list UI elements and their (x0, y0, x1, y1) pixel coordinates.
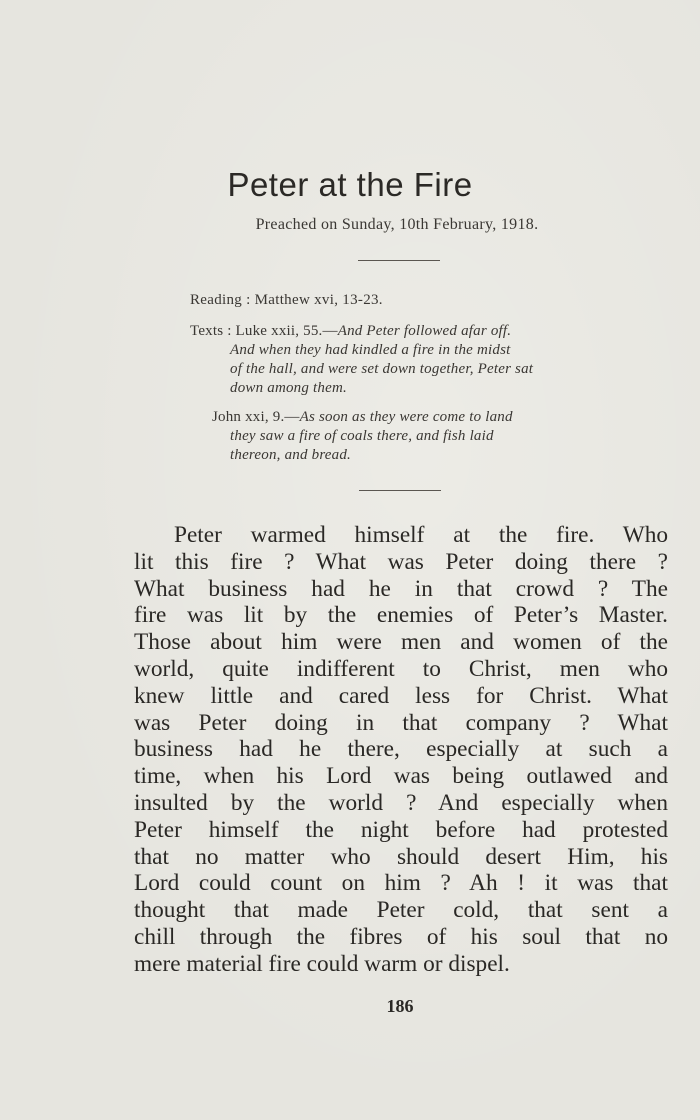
body-line: insulted by the world ? And especially when (134, 789, 668, 816)
scripture-text-john (212, 408, 610, 465)
text1-line: of the hall, and were set down together, Peter sat (230, 361, 534, 377)
page-number: 186 (386, 996, 414, 1016)
body-line: Peter warmed himself at the fire. Who (174, 522, 668, 548)
text2-quote-first: As soon as they were come to land (299, 409, 513, 425)
text2-line: thereon, and bread. (230, 447, 352, 463)
body-line: world, quite indifferent to Christ, men who (134, 655, 668, 682)
body-line: thought that made Peter cold, that sent a (134, 897, 668, 924)
body-line: fire was lit by the enemies of Peter’s Master. (134, 602, 668, 629)
scripture-text-luke (190, 322, 610, 398)
sermon-title: Peter at the Fire (227, 166, 473, 203)
body-line: mere material fire could warm or dispel. (134, 950, 510, 977)
text1-line: And when they had kindled a fire in the midst (230, 342, 511, 358)
body-line: lit this fire ? What was Peter doing there ? (134, 548, 668, 575)
sermon-body (134, 522, 668, 978)
text2-lead: John xxi, 9.— (212, 409, 300, 425)
body-line: knew little and cared less for Christ. What (134, 682, 668, 709)
preached-date: Preached on Sunday, 10th February, 1918. (255, 216, 539, 233)
divider-top (358, 260, 440, 261)
scripture-reading: Reading : Matthew xvi, 13-23. (190, 292, 383, 308)
body-line: time, when his Lord was being outlawed and (134, 763, 668, 790)
body-line: chill through the fibres of his soul that no (134, 923, 668, 950)
body-line: Those about him were men and women of the (134, 629, 668, 656)
body-line: What business had he in that crowd ? The (134, 575, 668, 602)
body-line: that no matter who should desert Him, his (134, 843, 668, 870)
text2-line: they saw a fire of coals there, and fish laid (230, 428, 494, 444)
text1-quote-first: And Peter followed afar off. (337, 323, 512, 339)
text1-lead: Texts : Luke xxii, 55.— (190, 323, 338, 339)
body-line: Peter himself the night before had protested (134, 816, 668, 843)
body-line: was Peter doing in that company ? What (134, 709, 668, 736)
body-line: Lord could count on him ? Ah ! it was that (134, 870, 668, 897)
text1-line: down among them. (230, 380, 347, 396)
body-line: business had he there, especially at such a (134, 736, 668, 763)
divider-bottom (359, 490, 441, 491)
